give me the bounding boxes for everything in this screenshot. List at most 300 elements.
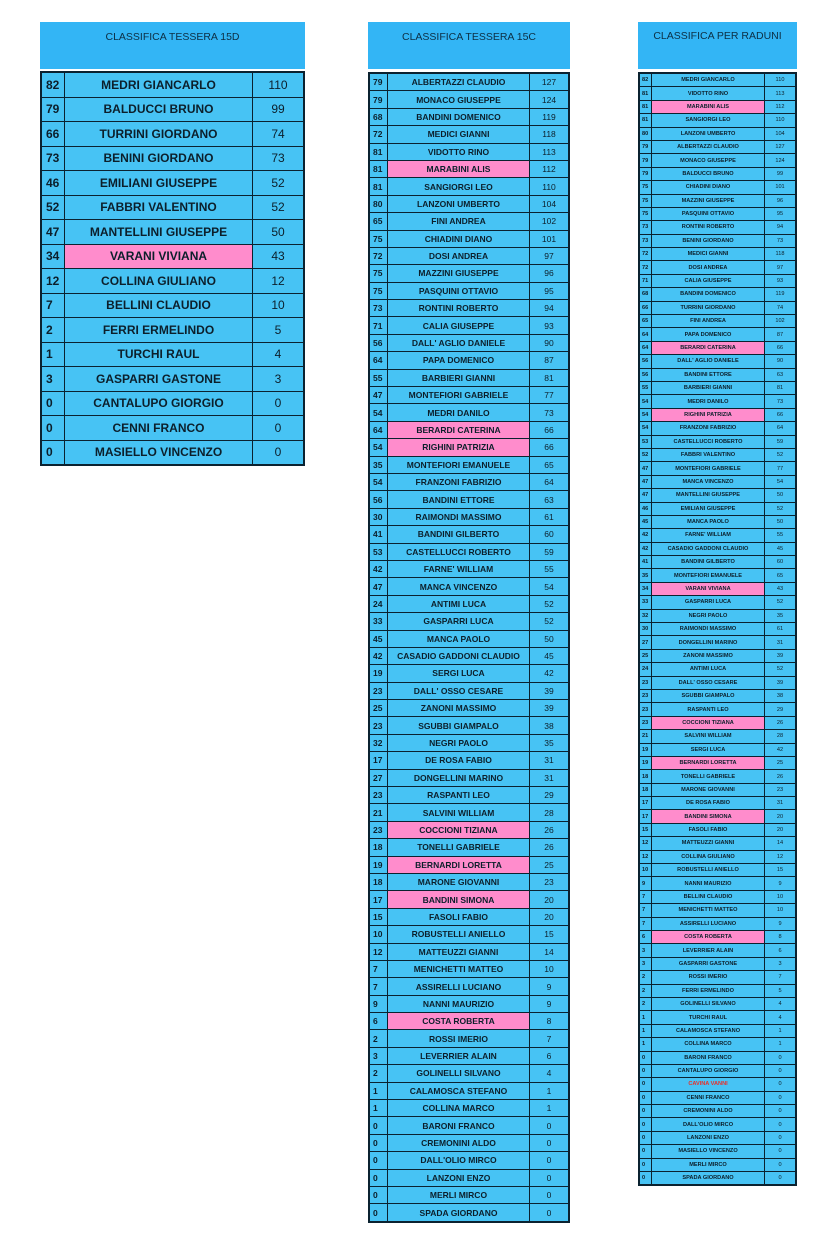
row-name: FRANZONI FABRIZIO (652, 422, 765, 435)
table-row (41, 269, 304, 294)
row-count: 45 (369, 630, 388, 647)
row-name: MANCA PAOLO (652, 515, 765, 528)
row-score: 77 (530, 387, 570, 404)
row-name: BERARDI CATERINA (652, 341, 765, 354)
row-score: 39 (765, 649, 797, 662)
table-row (639, 140, 796, 153)
row-count: 54 (639, 408, 652, 421)
table-row (639, 315, 796, 328)
row-count: 64 (639, 328, 652, 341)
row-score: 61 (765, 623, 797, 636)
row-score: 20 (530, 908, 570, 925)
row-score: 5 (765, 984, 797, 997)
table-row (639, 462, 796, 475)
table-row (639, 984, 796, 997)
row-score: 12 (253, 269, 305, 294)
table-row (369, 578, 569, 595)
row-score: 9 (530, 995, 570, 1012)
row-score: 102 (530, 213, 570, 230)
row-count: 45 (639, 515, 652, 528)
row-score: 52 (765, 596, 797, 609)
table-row (369, 873, 569, 890)
table-row (639, 569, 796, 582)
row-name: MARONE GIOVANNI (388, 873, 530, 890)
row-score: 52 (253, 171, 305, 196)
row-count: 27 (639, 636, 652, 649)
row-name: LANZONI UMBERTO (388, 195, 530, 212)
row-name: LEVERRIER ALAIN (652, 944, 765, 957)
row-name: MANTELLINI GIUSEPPE (65, 220, 253, 245)
row-score: 65 (765, 569, 797, 582)
row-count: 18 (639, 783, 652, 796)
table-row (41, 146, 304, 171)
row-count: 35 (369, 456, 388, 473)
table-row (41, 97, 304, 122)
ranking-table (40, 71, 305, 466)
row-name: BANDINI GILBERTO (652, 556, 765, 569)
row-count: 23 (639, 703, 652, 716)
table-row (639, 355, 796, 368)
table-row (639, 1118, 796, 1131)
row-count: 1 (639, 1024, 652, 1037)
row-count: 79 (639, 167, 652, 180)
table-row (369, 1169, 569, 1186)
table-row (639, 797, 796, 810)
table-row (41, 367, 304, 392)
table-row (369, 369, 569, 386)
row-score: 127 (765, 140, 797, 153)
row-name: NEGRI PAOLO (652, 609, 765, 622)
row-score: 61 (530, 508, 570, 525)
row-score: 113 (765, 87, 797, 100)
row-score: 54 (765, 475, 797, 488)
row-score: 112 (765, 100, 797, 113)
row-name: CASADIO GADDONI CLAUDIO (388, 647, 530, 664)
table-row (369, 334, 569, 351)
row-score: 73 (530, 404, 570, 421)
row-count: 0 (369, 1187, 388, 1204)
table-row (639, 971, 796, 984)
row-name: MEDRI GIANCARLO (652, 73, 765, 87)
table-row (639, 689, 796, 702)
row-score: 74 (253, 122, 305, 147)
row-name: ROSSI IMERIO (652, 971, 765, 984)
row-name: SANGIORGI LEO (652, 114, 765, 127)
row-count: 47 (41, 220, 65, 245)
row-name: FABBRI VALENTINO (652, 448, 765, 461)
row-name: SGUBBI GIAMPALO (652, 689, 765, 702)
row-name: MASIELLO VINCENZO (652, 1145, 765, 1158)
row-score: 15 (530, 926, 570, 943)
row-name: BANDINI SIMONA (652, 810, 765, 823)
row-count: 18 (369, 839, 388, 856)
row-count: 15 (369, 908, 388, 925)
table-row (369, 247, 569, 264)
row-score: 45 (765, 542, 797, 555)
row-name: BALDUCCI BRUNO (65, 97, 253, 122)
row-score: 0 (530, 1152, 570, 1169)
row-name: ASSIRELLI LUCIANO (388, 978, 530, 995)
table-row (41, 293, 304, 318)
row-score: 4 (765, 997, 797, 1010)
row-count: 3 (639, 957, 652, 970)
table-title: CLASSIFICA TESSERA 15D (40, 22, 305, 69)
table-row (369, 508, 569, 525)
row-name: DALL' OSSO CESARE (388, 682, 530, 699)
table-row (639, 663, 796, 676)
row-count: 35 (639, 569, 652, 582)
row-name: MEDICI GIANNI (652, 248, 765, 261)
table-row (369, 613, 569, 630)
row-name: NANNI MAURIZIO (388, 995, 530, 1012)
row-count: 19 (369, 665, 388, 682)
row-score: 7 (530, 1030, 570, 1047)
table-row (639, 167, 796, 180)
row-name: PAPA DOMENICO (388, 352, 530, 369)
row-count: 73 (639, 234, 652, 247)
row-score: 0 (765, 1131, 797, 1144)
row-count: 17 (369, 891, 388, 908)
row-count: 46 (41, 171, 65, 196)
row-count: 75 (369, 282, 388, 299)
table-row (639, 582, 796, 595)
row-count: 3 (369, 1047, 388, 1064)
row-score: 118 (765, 248, 797, 261)
row-count: 7 (639, 917, 652, 930)
row-name: DE ROSA FABIO (388, 752, 530, 769)
row-score: 110 (765, 73, 797, 87)
row-name: CALAMOSCA STEFANO (652, 1024, 765, 1037)
row-name: LANZONI ENZO (652, 1131, 765, 1144)
row-score: 31 (530, 769, 570, 786)
row-count: 9 (369, 995, 388, 1012)
row-name: CASTELLUCCI ROBERTO (652, 435, 765, 448)
table-row (639, 596, 796, 609)
row-score: 5 (253, 318, 305, 343)
row-count: 65 (369, 213, 388, 230)
row-count: 1 (369, 1082, 388, 1099)
row-name: DALL' AGLIO DANIELE (388, 334, 530, 351)
row-name: MANCA VINCENZO (652, 475, 765, 488)
row-count: 66 (639, 301, 652, 314)
row-score: 96 (530, 265, 570, 282)
table-row (369, 908, 569, 925)
row-name: MATTEUZZI GIANNI (388, 943, 530, 960)
table-row (369, 647, 569, 664)
row-count: 0 (639, 1158, 652, 1171)
row-score: 94 (530, 300, 570, 317)
row-name: GASPARRI GASTONE (65, 367, 253, 392)
row-score: 73 (253, 146, 305, 171)
row-score: 31 (765, 636, 797, 649)
row-count: 75 (639, 194, 652, 207)
row-score: 96 (765, 194, 797, 207)
row-count: 32 (369, 734, 388, 751)
table-row (369, 91, 569, 108)
row-count: 64 (639, 341, 652, 354)
row-name: VARANI VIVIANA (65, 244, 253, 269)
row-name: COLLINA GIULIANO (652, 850, 765, 863)
row-count: 0 (639, 1172, 652, 1186)
table-row (639, 1038, 796, 1051)
row-name: DALL'OLIO MIRCO (388, 1152, 530, 1169)
row-score: 55 (765, 529, 797, 542)
row-name: PAPA DOMENICO (652, 328, 765, 341)
table-row (639, 489, 796, 502)
table-row (639, 73, 796, 87)
table-title: CLASSIFICA TESSERA 15C (368, 22, 570, 69)
row-count: 54 (639, 422, 652, 435)
row-count: 18 (639, 770, 652, 783)
row-count: 2 (369, 1030, 388, 1047)
row-count: 30 (369, 508, 388, 525)
row-count: 7 (639, 890, 652, 903)
row-name: BENINI GIORDANO (652, 234, 765, 247)
table-row (369, 387, 569, 404)
table-row (639, 408, 796, 421)
row-name: CHIADINI DIANO (652, 181, 765, 194)
row-score: 9 (765, 877, 797, 890)
row-score: 14 (765, 837, 797, 850)
row-score: 20 (765, 823, 797, 836)
row-name: CALIA GIUSEPPE (652, 274, 765, 287)
row-name: MANCA PAOLO (388, 630, 530, 647)
table-row (41, 318, 304, 343)
row-name: SGUBBI GIAMPALO (388, 717, 530, 734)
table-row (639, 1078, 796, 1091)
row-name: MARABINI ALIS (388, 160, 530, 177)
table-row (639, 288, 796, 301)
row-count: 24 (369, 595, 388, 612)
row-count: 3 (639, 944, 652, 957)
row-score: 0 (765, 1158, 797, 1171)
row-count: 80 (639, 127, 652, 140)
row-name: GASPARRI GASTONE (652, 957, 765, 970)
row-score: 43 (253, 244, 305, 269)
row-score: 63 (530, 491, 570, 508)
table-row (639, 917, 796, 930)
row-score: 101 (530, 230, 570, 247)
table-row (639, 716, 796, 729)
row-count: 25 (369, 700, 388, 717)
row-score: 52 (765, 448, 797, 461)
row-count: 0 (41, 416, 65, 441)
row-score: 124 (530, 91, 570, 108)
row-name: RONTINI ROBERTO (388, 300, 530, 317)
row-score: 1 (530, 1082, 570, 1099)
row-score: 60 (530, 526, 570, 543)
row-score: 0 (530, 1117, 570, 1134)
row-score: 50 (253, 220, 305, 245)
row-name: BELLINI CLAUDIO (65, 293, 253, 318)
table-row (639, 181, 796, 194)
row-name: COLLINA GIULIANO (65, 269, 253, 294)
row-name: BALDUCCI BRUNO (652, 167, 765, 180)
row-score: 65 (530, 456, 570, 473)
table-row (369, 230, 569, 247)
row-count: 0 (369, 1117, 388, 1134)
row-count: 0 (41, 440, 65, 465)
table-row (639, 743, 796, 756)
row-count: 17 (639, 810, 652, 823)
row-score: 29 (530, 787, 570, 804)
row-count: 0 (639, 1145, 652, 1158)
row-count: 12 (639, 837, 652, 850)
row-score: 12 (765, 850, 797, 863)
table-row (639, 823, 796, 836)
row-score: 0 (253, 440, 305, 465)
table-row (639, 1064, 796, 1077)
row-name: MARONE GIOVANNI (652, 783, 765, 796)
row-name: DALL' OSSO CESARE (652, 676, 765, 689)
row-score: 3 (765, 957, 797, 970)
table-row (369, 1013, 569, 1030)
row-count: 55 (369, 369, 388, 386)
table-row (639, 207, 796, 220)
table-row (639, 1011, 796, 1024)
row-name: BANDINI DOMENICO (652, 288, 765, 301)
table-row (639, 422, 796, 435)
row-name: LEVERRIER ALAIN (388, 1047, 530, 1064)
row-name: CHIADINI DIANO (388, 230, 530, 247)
table-row (369, 526, 569, 543)
row-score: 0 (530, 1134, 570, 1151)
table-row (369, 491, 569, 508)
row-score: 0 (530, 1169, 570, 1186)
row-count: 12 (41, 269, 65, 294)
row-score: 50 (530, 630, 570, 647)
table-row (369, 839, 569, 856)
row-name: FINI ANDREA (388, 213, 530, 230)
row-count: 7 (369, 960, 388, 977)
row-score: 4 (765, 1011, 797, 1024)
row-name: PASQUINI OTTAVIO (652, 207, 765, 220)
row-count: 27 (369, 769, 388, 786)
row-name: CASTELLUCCI ROBERTO (388, 543, 530, 560)
row-score: 59 (765, 435, 797, 448)
row-score: 101 (765, 181, 797, 194)
row-score: 20 (765, 810, 797, 823)
row-score: 90 (765, 355, 797, 368)
row-name: FARNE' WILLIAM (652, 529, 765, 542)
row-name: SALVINI WILLIAM (388, 804, 530, 821)
row-name: CALIA GIUSEPPE (388, 317, 530, 334)
row-name: TURCHI RAUL (652, 1011, 765, 1024)
table-row (639, 341, 796, 354)
row-score: 3 (253, 367, 305, 392)
row-name: NANNI MAURIZIO (652, 877, 765, 890)
table-row (639, 837, 796, 850)
table-row (639, 502, 796, 515)
table-row (41, 244, 304, 269)
row-name: RIGHINI PATRIZIA (388, 439, 530, 456)
table-row (639, 1024, 796, 1037)
row-score: 4 (530, 1065, 570, 1082)
row-score: 104 (765, 127, 797, 140)
row-count: 0 (369, 1204, 388, 1222)
table-row (639, 248, 796, 261)
row-name: BANDINI ETTORE (652, 368, 765, 381)
row-name: BANDINI DOMENICO (388, 108, 530, 125)
table-row (369, 734, 569, 751)
row-count: 81 (369, 178, 388, 195)
row-score: 26 (530, 821, 570, 838)
table-row (639, 957, 796, 970)
table-per-raduni (638, 22, 797, 1186)
table-row (639, 810, 796, 823)
row-score: 0 (765, 1118, 797, 1131)
row-score: 28 (765, 730, 797, 743)
table-row (639, 448, 796, 461)
row-count: 47 (639, 462, 652, 475)
row-count: 75 (639, 207, 652, 220)
row-score: 66 (765, 408, 797, 421)
row-score: 59 (530, 543, 570, 560)
table-row (369, 978, 569, 995)
row-score: 0 (765, 1091, 797, 1104)
table-row (369, 1152, 569, 1169)
row-name: FASOLI FABIO (652, 823, 765, 836)
row-score: 10 (765, 904, 797, 917)
row-score: 35 (765, 609, 797, 622)
table-row (639, 381, 796, 394)
table-row (369, 126, 569, 143)
table-row (369, 752, 569, 769)
row-count: 0 (369, 1134, 388, 1151)
row-count: 1 (369, 1100, 388, 1117)
row-score: 66 (530, 439, 570, 456)
row-count: 32 (639, 609, 652, 622)
row-name: MENICHETTI MATTEO (652, 904, 765, 917)
row-count: 0 (639, 1064, 652, 1077)
row-name: RONTINI ROBERTO (652, 221, 765, 234)
row-score: 54 (530, 578, 570, 595)
table-row (369, 1100, 569, 1117)
row-name: DALL'OLIO MIRCO (652, 1118, 765, 1131)
row-name: ZANONI MASSIMO (388, 700, 530, 717)
row-score: 110 (253, 72, 305, 97)
row-score: 0 (253, 416, 305, 441)
row-count: 75 (639, 181, 652, 194)
row-count: 23 (639, 676, 652, 689)
row-name: MEDICI GIANNI (388, 126, 530, 143)
row-count: 2 (639, 984, 652, 997)
row-count: 47 (369, 578, 388, 595)
table-row (639, 114, 796, 127)
row-count: 75 (369, 230, 388, 247)
table-row (639, 395, 796, 408)
table-row (369, 195, 569, 212)
table-row (369, 630, 569, 647)
table-row (369, 73, 569, 91)
table-row (639, 1051, 796, 1064)
row-count: 17 (369, 752, 388, 769)
row-count: 68 (369, 108, 388, 125)
row-score: 112 (530, 160, 570, 177)
table-row (369, 1030, 569, 1047)
row-count: 81 (369, 160, 388, 177)
row-count: 2 (41, 318, 65, 343)
row-score: 119 (765, 288, 797, 301)
row-name: ALBERTAZZI CLAUDIO (652, 140, 765, 153)
table-row (369, 265, 569, 282)
row-score: 39 (765, 676, 797, 689)
table-row (369, 1134, 569, 1151)
row-score: 81 (530, 369, 570, 386)
row-count: 73 (639, 221, 652, 234)
table-row (41, 195, 304, 220)
row-count: 79 (41, 97, 65, 122)
